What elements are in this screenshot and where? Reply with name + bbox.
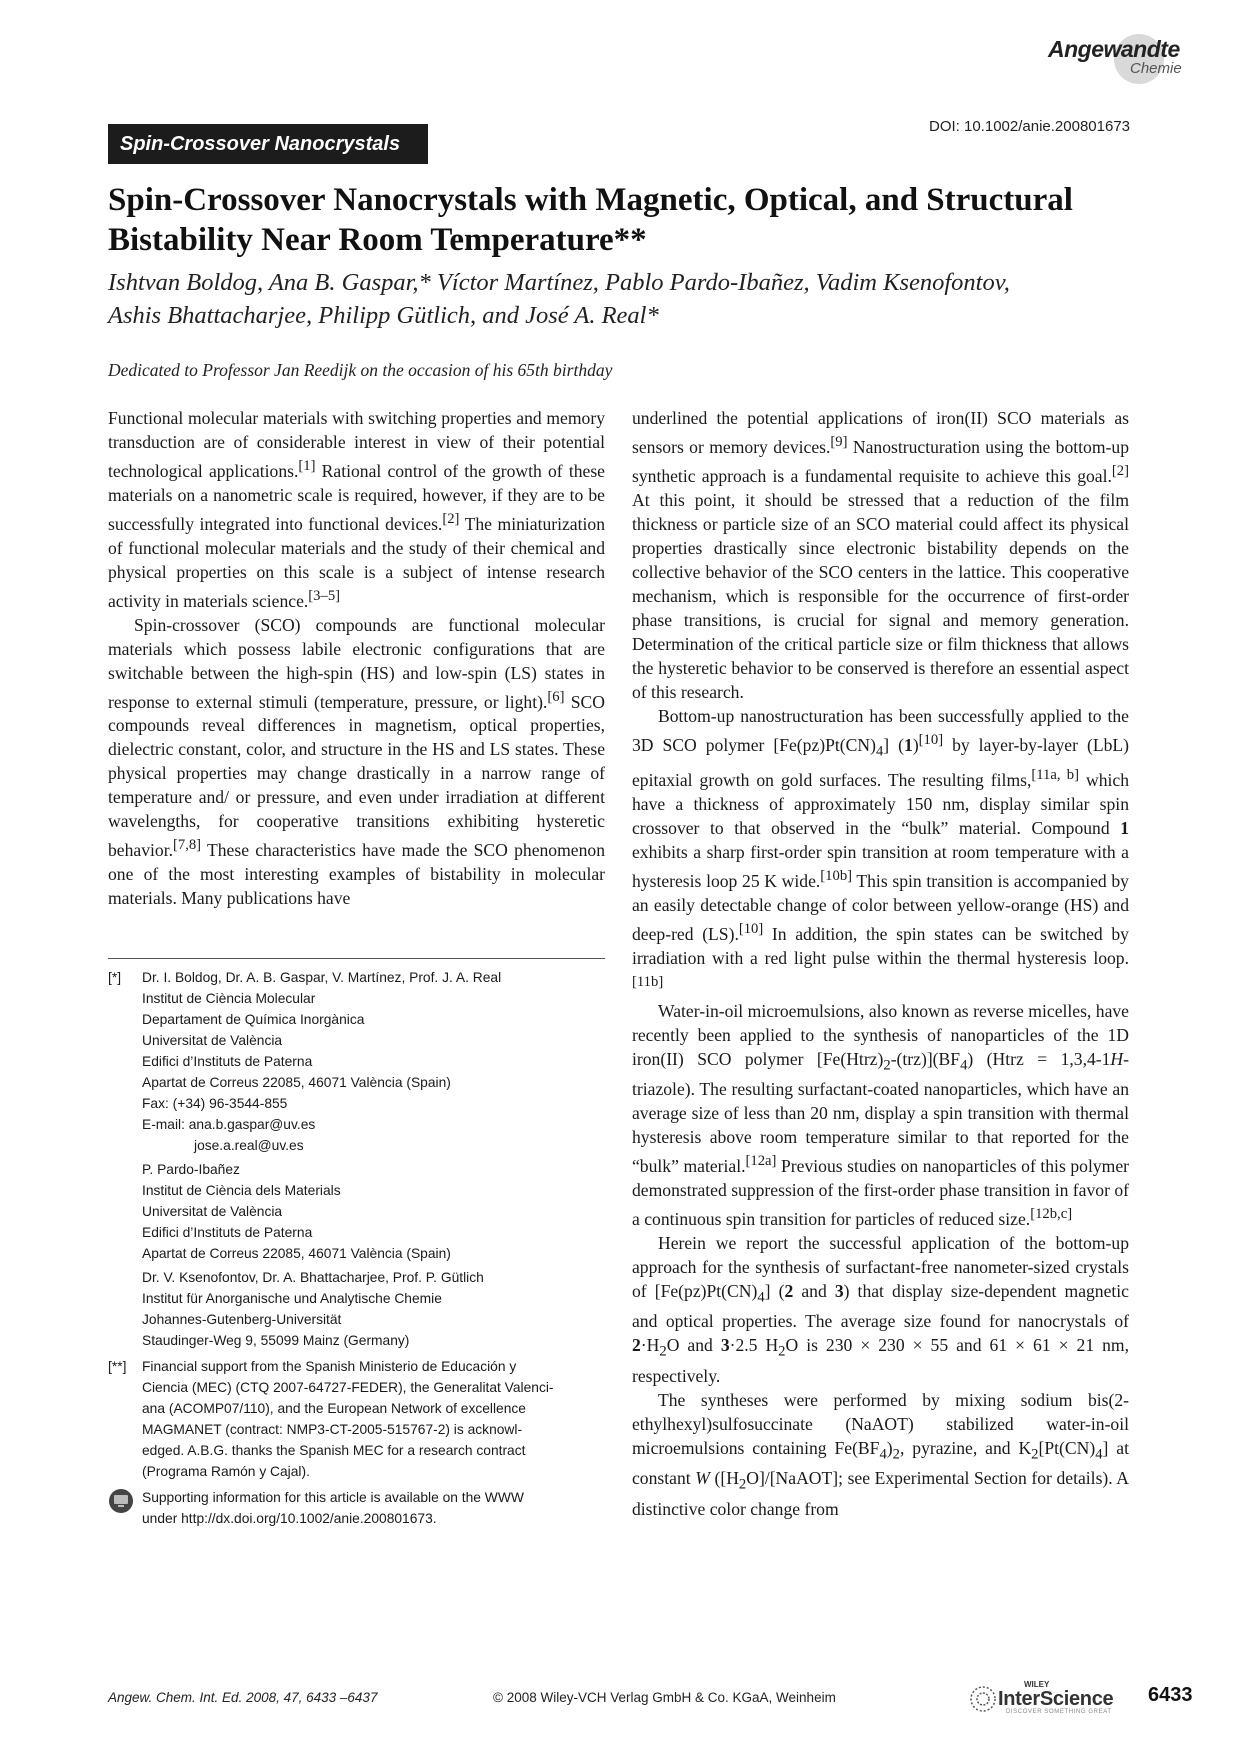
footnote-affiliations bbox=[108, 967, 608, 1351]
supporting-info-line: under http://dx.doi.org/10.1002/anie.200801673. bbox=[142, 1511, 437, 1526]
section-badge: Spin-Crossover Nanocrystals bbox=[108, 124, 428, 164]
journal-logo bbox=[1040, 32, 1200, 88]
funding-line: MAGMANET (contract: NMP3-CT-2005-515767-2) is acknowl- bbox=[142, 1422, 523, 1437]
page-number: 6433 bbox=[1148, 1684, 1193, 1706]
footnotes bbox=[108, 967, 608, 1531]
authors-line-1: Ishtvan Boldog, Ana B. Gaspar,* Víctor Martínez, Pablo Pardo-Ibañez, Vadim Ksenofontov, bbox=[108, 269, 1010, 296]
email-line: jose.a.real@uv.es bbox=[194, 1138, 304, 1153]
affiliation-line: Dr. I. Boldog, Dr. A. B. Gaspar, V. Martínez, Prof. J. A. Real bbox=[142, 970, 502, 985]
affiliation-line: Edifici d’Instituts de Paterna bbox=[142, 1054, 313, 1069]
footnote-mark: [*] bbox=[108, 970, 122, 985]
article-title: Spin-Crossover Nanocrystals with Magnetic, Optical, and Structural Bistability Near Room Temperature** bbox=[108, 182, 1073, 258]
affiliation-line: Universitat de València bbox=[142, 1033, 283, 1048]
footer-copyright: © 2008 Wiley-VCH Verlag GmbH & Co. KGaA, Weinheim bbox=[493, 1690, 836, 1705]
publisher-name: InterScience bbox=[998, 1688, 1114, 1710]
author-list bbox=[108, 266, 1148, 332]
affiliation-line: Johannes-Gutenberg-Universität bbox=[142, 1312, 342, 1327]
funding-line: (Programa Ramón y Cajal). bbox=[142, 1464, 310, 1479]
affiliation-line: Departament de Química Inorgànica bbox=[142, 1012, 365, 1027]
monitor-icon bbox=[108, 1488, 134, 1514]
paragraph: The syntheses were performed by mixing sodium bis(2-ethylhexyl)sulfosuccinate (NaAOT) stabilized water-in-oil microemulsions containing $Fe(BF_4)_2$, pyrazine, and $K_2[Pt(CN)_4]$ at constant W ($[H_2O]/[NaAOT]$; see Experimental Section for details). A distinctive color change from bbox=[632, 1389, 1129, 1519]
funding-line: Ciencia (MEC) (CTQ 2007-64727-FEDER), the Generalitat Valenci- bbox=[142, 1380, 554, 1395]
dedication: Dedicated to Professor Jan Reedijk on the occasion of his 65th birthday bbox=[108, 360, 613, 380]
affiliation-line: Institut de Ciència dels Materials bbox=[142, 1183, 341, 1198]
footnote-supporting-info bbox=[108, 1487, 608, 1529]
footnote-funding bbox=[108, 1356, 608, 1482]
body-column-right bbox=[632, 406, 1129, 1521]
publisher-small: WILEY bbox=[1024, 1680, 1050, 1689]
email-line: E-mail: ana.b.gaspar@uv.es bbox=[142, 1117, 316, 1132]
affiliation-line: Institut de Ciència Molecular bbox=[142, 991, 316, 1006]
journal-name: Angewandte bbox=[1048, 36, 1180, 62]
affiliation-line: Apartat de Correus 22085, 46071 València (Spain) bbox=[142, 1075, 451, 1090]
footnote-mark: [**] bbox=[108, 1359, 127, 1374]
fax-line: Fax: (+34) 96-3544-855 bbox=[142, 1096, 288, 1111]
affiliation-line: P. Pardo-Ibañez bbox=[142, 1162, 240, 1177]
affiliation-line: Edifici d’Instituts de Paterna bbox=[142, 1225, 313, 1240]
doi: DOI: 10.1002/anie.200801673 bbox=[929, 118, 1130, 135]
affiliation-line: Apartat de Correus 22085, 46071 València (Spain) bbox=[142, 1246, 451, 1261]
footer-citation: Angew. Chem. Int. Ed. 2008, 47, 6433 –6437 bbox=[108, 1690, 378, 1705]
paragraph: Spin-crossover (SCO) compounds are functional molecular materials which possess labile electronic configurations that are switchable between the high-spin (HS) and low-spin (LS) states in response to external stimuli (temperature, pressure, or light).[6] SCO compounds reveal differences in magnetism, optical properties, dielectric constant, color, and structure in the HS and LS states. These physical properties may change drastically in a narrow range of temperature and/ or pressure, and even under irradiation at different wavelengths, for cooperative transitions exhibiting hysteretic behavior.[7,8] These characteristics have made the SCO phenomenon one of the most interesting examples of bistability in molecular materials. Many publications have bbox=[108, 614, 605, 909]
affiliation-line: Staudinger-Weg 9, 55099 Mainz (Germany) bbox=[142, 1333, 410, 1348]
paragraph: Herein we report the successful application of the bottom-up approach for the synthesis of surfactant-free nanometer-sized crystals of $[Fe(pz)Pt(CN)_4]$ (2 and 3) that display size-dependent magnetic and optical properties. The average size found for nanocrystals of $2\cdot H_2O$ and 3·2.5 $H_2O$ is 230 × 230 × 55 and 61 × 61 × 21 nm, respectively. bbox=[632, 1232, 1130, 1386]
paragraph: Bottom-up nanostructuration has been successfully applied to the 3D SCO polymer $[Fe(pz)Pt(CN)_4]$ (1)[10] by layer-by-layer (LbL) epitaxial growth on gold surfaces. The resulting films,[11a, b] which have a thickness of approximately 150 nm, display similar spin crossover to that observed in the “bulk” material. Compound 1 exhibits a sharp first-order spin transition at room temperature with a hysteresis loop 25 K wide.[10b] This spin transition is accompanied by an easily detectable change of color between yellow-orange (HS) and deep-red (LS).[10] In addition, the spin states can be switched by irradiation with a red light pulse within the thermal hysteresis loop.[11b] bbox=[632, 705, 1129, 990]
footnote-divider bbox=[108, 958, 605, 959]
paragraph: Functional molecular materials with switching properties and memory transduction are of considerable interest in view of their potential technological applications.[1] Rational control of the growth of these materials on a nanometric scale is required, however, if they are to be successfully integrated into functional devices.[2] The miniaturization of functional molecular materials and the study of their chemical and physical properties on this scale is a subject of intense research activity in materials science.[3–5] bbox=[108, 408, 605, 611]
globe-icon bbox=[968, 1684, 998, 1714]
publisher-tagline: DISCOVER SOMETHING GREAT bbox=[1006, 1709, 1112, 1715]
journal-subname: Chemie bbox=[1130, 60, 1182, 77]
funding-line: Financial support from the Spanish Ministerio de Educación y bbox=[142, 1359, 517, 1374]
funding-line: ana (ACOMP07/110), and the European Network of excellence bbox=[142, 1401, 526, 1416]
paragraph: Water-in-oil microemulsions, also known as reverse micelles, have recently been applied to the synthesis of nanoparticles of the 1D iron(II) SCO polymer $[Fe(Htrz)_2-(trz)](BF_4)$ (Htrz = 1,3,4-1H-triazole). The resulting surfactant-coated nanoparticles, which have an average size of less than 20 nm, display a spin transition with thermal hysteresis above room temperature similar to that reported for the “bulk” material.[12a] Previous studies on nanoparticles of this polymer demonstrated suppression of the first-order phase transition in favor of a continuous spin transition for particles of reduced size.[12b,c] bbox=[632, 1000, 1129, 1229]
authors-line-2: Ashis Bhattacharjee, Philipp Gütlich, and José A. Real* bbox=[108, 302, 659, 329]
supporting-info-line: Supporting information for this article is available on the WWW bbox=[142, 1490, 524, 1505]
funding-line: edged. A.B.G. thanks the Spanish MEC for a research contract bbox=[142, 1443, 526, 1458]
paragraph: underlined the potential applications of iron(II) SCO materials as sensors or memory devices.[9] Nanostructuration using the bottom-up synthetic approach is a fundamental requisite to achieve this goal.[2] At this point, it should be stressed that a reduction of the film thickness or particle size of an SCO material could affect its physical properties drastically since electronic bistability depends on the collective behavior of the SCO centers in the lattice. This cooperative mechanism, which is responsible for the occurrence of first-order phase transitions, is crucial for signal and memory generation. Determination of the critical particle size or film thickness that allows the hysteretic behavior to be conserved is therefore an essential aspect of this research. bbox=[632, 408, 1129, 702]
affiliation-line: Universitat de València bbox=[142, 1204, 283, 1219]
affiliation-line: Dr. V. Ksenofontov, Dr. A. Bhattacharjee, Prof. P. Gütlich bbox=[142, 1270, 484, 1285]
publisher-logo bbox=[968, 1678, 1128, 1718]
body-column-left bbox=[108, 406, 605, 910]
affiliation-line: Institut für Anorganische und Analytische Chemie bbox=[142, 1291, 442, 1306]
